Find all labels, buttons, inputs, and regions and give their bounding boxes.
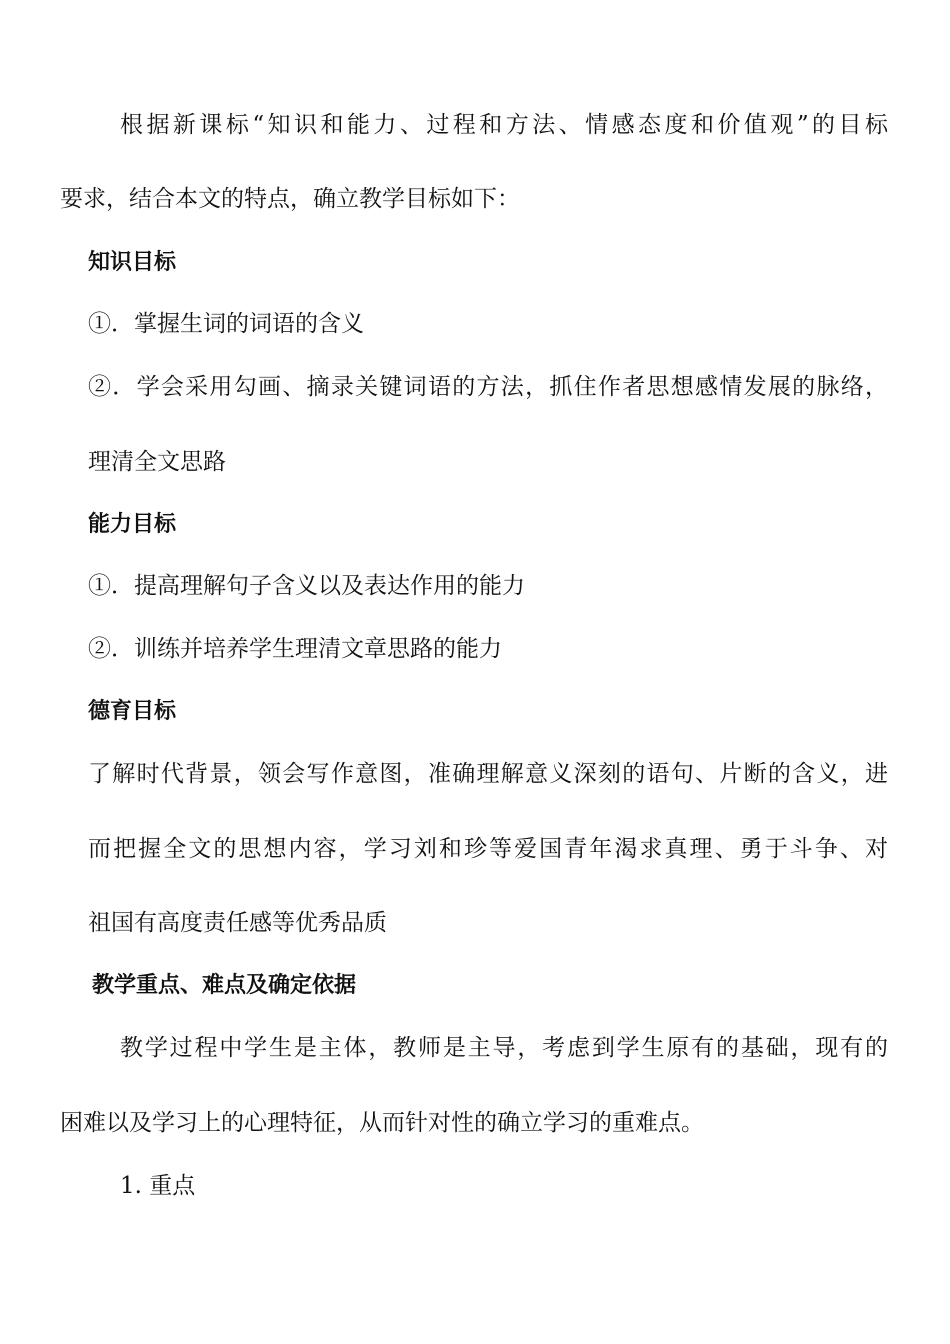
focus-line-2: 困难以及学习上的心理特征，从而针对性的确立学习的重难点。 bbox=[60, 1110, 704, 1136]
focus-line-1: 教学过程中学生是主体，教师是主导，考虑到学生原有的基础，现有的 bbox=[120, 1035, 888, 1061]
focus-item-1: 1. 重点 bbox=[120, 1173, 196, 1199]
knowledge-item-1: ①．掌握生词的词语的含义 bbox=[88, 311, 364, 337]
moral-line-2: 而把握全文的思想内容，学习刘和珍等爱国青年渴求真理、勇于斗争、对 bbox=[88, 836, 888, 862]
knowledge-item-2-line-1: ②．学会采用勾画、摘录关键词语的方法，抓住作者思想感情发展的脉络， bbox=[88, 374, 888, 400]
ability-item-1: ①．提高理解句子含义以及表达作用的能力 bbox=[88, 573, 525, 599]
intro-line-2: 要求，结合本文的特点，确立教学目标如下： bbox=[60, 186, 520, 212]
ability-item-2: ②．训练并培养学生理清文章思路的能力 bbox=[88, 636, 502, 662]
ability-heading: 能力目标 bbox=[88, 512, 177, 537]
moral-heading: 德育目标 bbox=[88, 699, 177, 724]
moral-line-3: 祖国有高度责任感等优秀品质 bbox=[88, 910, 387, 936]
moral-line-1: 了解时代背景，领会写作意图，准确理解意义深刻的语句、片断的含义，进 bbox=[88, 761, 888, 787]
focus-heading: 教学重点、难点及确定依据 bbox=[92, 973, 357, 998]
knowledge-item-2-line-2: 理清全文思路 bbox=[88, 449, 226, 475]
knowledge-heading: 知识目标 bbox=[88, 250, 177, 275]
intro-line-1: 根据新课标“知识和能力、过程和方法、情感态度和价值观”的目标 bbox=[120, 112, 888, 138]
